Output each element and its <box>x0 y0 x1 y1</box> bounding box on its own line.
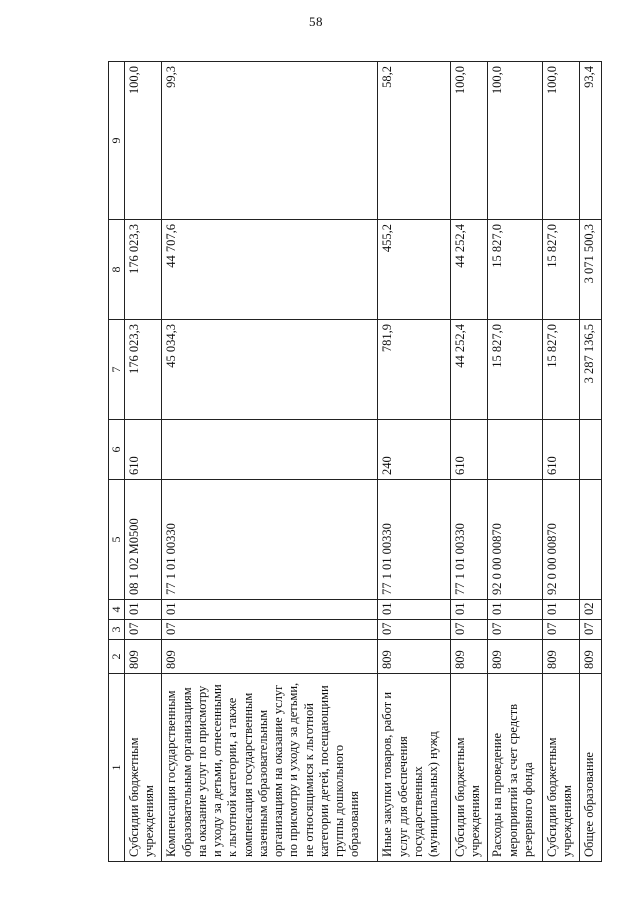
percent-cell: 58,2 <box>378 62 450 220</box>
ministry-code-cell: 809 <box>580 640 602 674</box>
percent-cell: 99,3 <box>162 62 378 220</box>
planned-amount-cell: 15 827,0 <box>542 320 580 420</box>
target-article-cell: 08 1 02 М0500 <box>124 480 162 600</box>
rotated-table-frame <box>108 62 602 862</box>
expense-type-cell: 610 <box>542 420 580 480</box>
expense-type-cell <box>580 420 602 480</box>
budget-table <box>108 61 602 862</box>
row-name-cell: Общее образование <box>580 674 602 862</box>
subsection-cell: 01 <box>378 600 450 620</box>
subsection-cell: 01 <box>124 600 162 620</box>
section-cell: 07 <box>450 620 488 640</box>
column-header-4: 4 <box>109 600 125 620</box>
percent-cell: 100,0 <box>450 62 488 220</box>
expense-type-cell <box>488 420 542 480</box>
executed-amount-cell: 15 827,0 <box>542 220 580 320</box>
ministry-code-cell: 809 <box>124 640 162 674</box>
executed-amount-cell: 44 252,4 <box>450 220 488 320</box>
executed-amount-cell: 3 071 500,3 <box>580 220 602 320</box>
executed-amount-cell: 176 023,3 <box>124 220 162 320</box>
target-article-cell: 77 1 01 00330 <box>450 480 488 600</box>
percent-cell: 100,0 <box>124 62 162 220</box>
target-article-cell <box>580 480 602 600</box>
table-row <box>542 62 580 862</box>
expense-type-cell <box>162 420 378 480</box>
ministry-code-cell: 809 <box>162 640 378 674</box>
section-cell: 07 <box>162 620 378 640</box>
target-article-cell: 92 0 00 00870 <box>542 480 580 600</box>
section-cell: 07 <box>488 620 542 640</box>
table-row <box>162 62 378 862</box>
ministry-code-cell: 809 <box>488 640 542 674</box>
row-name-cell: Расходы на проведение мероприятий за счет средств резервного фонда <box>488 674 542 862</box>
column-header-2: 2 <box>109 640 125 674</box>
column-header-9: 9 <box>109 62 125 220</box>
percent-cell: 93,4 <box>580 62 602 220</box>
executed-amount-cell: 44 707,6 <box>162 220 378 320</box>
subsection-cell: 02 <box>580 600 602 620</box>
section-cell: 07 <box>124 620 162 640</box>
expense-type-cell: 240 <box>378 420 450 480</box>
planned-amount-cell: 176 023,3 <box>124 320 162 420</box>
expense-type-cell: 610 <box>450 420 488 480</box>
table-row <box>450 62 488 862</box>
column-header-6: 6 <box>109 420 125 480</box>
column-header-5: 5 <box>109 480 125 600</box>
subsection-cell: 01 <box>162 600 378 620</box>
row-name-cell: Компенсация государственным образовательным организациям на оказание услуг по присмотру и уходу за детьми, отнесенными к льготной категории, а также компенсация государственным казенным образовательным организациям на оказание услуг по присмотру и уходу за детьми, не относящимися к льготной категории детей, посещающими группы дошкольного образования <box>162 674 378 862</box>
planned-amount-cell: 3 287 136,5 <box>580 320 602 420</box>
page-number: 58 <box>309 14 323 29</box>
row-name-cell: Субсидии бюджетным учреждениям <box>124 674 162 862</box>
table-row <box>580 62 602 862</box>
target-article-cell: 77 1 01 00330 <box>378 480 450 600</box>
planned-amount-cell: 15 827,0 <box>488 320 542 420</box>
planned-amount-cell: 44 252,4 <box>450 320 488 420</box>
table-row <box>124 62 162 862</box>
ministry-code-cell: 809 <box>450 640 488 674</box>
row-name-cell: Субсидии бюджетным учреждениям <box>542 674 580 862</box>
expense-type-cell: 610 <box>124 420 162 480</box>
subsection-cell: 01 <box>488 600 542 620</box>
percent-cell: 100,0 <box>542 62 580 220</box>
subsection-cell: 01 <box>542 600 580 620</box>
target-article-cell: 77 1 01 00330 <box>162 480 378 600</box>
section-cell: 07 <box>378 620 450 640</box>
header-row <box>109 62 125 862</box>
ministry-code-cell: 809 <box>378 640 450 674</box>
column-header-3: 3 <box>109 620 125 640</box>
table-row <box>488 62 542 862</box>
row-name-cell: Субсидии бюджетным учреждениям <box>450 674 488 862</box>
column-header-8: 8 <box>109 220 125 320</box>
executed-amount-cell: 15 827,0 <box>488 220 542 320</box>
column-header-1: 1 <box>109 674 125 862</box>
section-cell: 07 <box>580 620 602 640</box>
executed-amount-cell: 455,2 <box>378 220 450 320</box>
planned-amount-cell: 781,9 <box>378 320 450 420</box>
column-header-7: 7 <box>109 320 125 420</box>
ministry-code-cell: 809 <box>542 640 580 674</box>
table-row <box>378 62 450 862</box>
section-cell: 07 <box>542 620 580 640</box>
planned-amount-cell: 45 034,3 <box>162 320 378 420</box>
subsection-cell: 01 <box>450 600 488 620</box>
percent-cell: 100,0 <box>488 62 542 220</box>
target-article-cell: 92 0 00 00870 <box>488 480 542 600</box>
row-name-cell: Иные закупки товаров, работ и услуг для обеспечения государственных (муниципальных) нужд <box>378 674 450 862</box>
rotated-table-container <box>108 62 602 862</box>
